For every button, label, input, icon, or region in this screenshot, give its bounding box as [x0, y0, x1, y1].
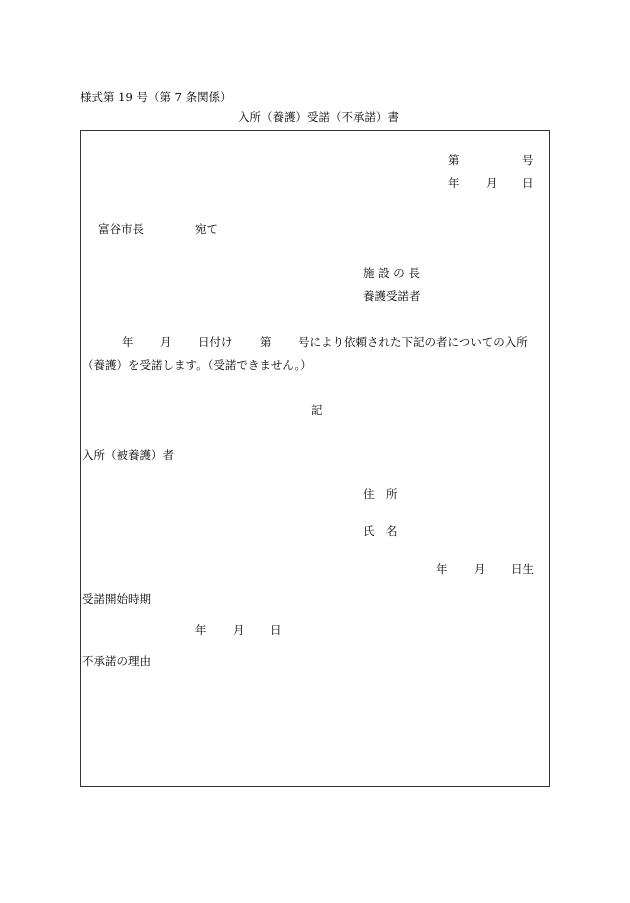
ref-month: 月 [160, 335, 172, 349]
body-line2: （養護）を受諾します。（受諾できません。） [82, 358, 312, 372]
addressee-honorific: 宛て [195, 222, 218, 236]
subject-name-label: 氏 名 [363, 524, 398, 538]
form-title: 入所（養護）受諾（不承諾）書 [238, 110, 399, 124]
acceptor-label: 養護受諾者 [363, 289, 421, 303]
body-line1-rest: 号により依頼された下記の者についての入所 [298, 335, 528, 349]
refusal-heading: 不承諾の理由 [82, 654, 151, 668]
birth-day: 日生 [511, 562, 534, 576]
ki-heading: 記 [311, 403, 323, 417]
ref-year: 年 [122, 335, 134, 349]
addressee-name: 富谷市長 [98, 222, 144, 236]
doc-number-prefix: 第 [448, 153, 460, 167]
form-number: 様式第 19 号（第 7 条関係） [80, 90, 232, 104]
subject-heading: 入所（被養護）者 [82, 448, 174, 462]
birth-year: 年 [436, 562, 448, 576]
start-month: 月 [233, 623, 245, 637]
issue-date-year: 年 [448, 176, 460, 190]
subject-address-label: 住 所 [363, 487, 398, 501]
issue-date-day: 日 [522, 176, 534, 190]
start-day: 日 [270, 623, 282, 637]
start-heading: 受諾開始時期 [82, 592, 151, 606]
doc-number-suffix: 号 [522, 153, 534, 167]
ref-day: 日付け [198, 335, 233, 349]
ref-no-prefix: 第 [260, 335, 272, 349]
issue-date-month: 月 [486, 176, 498, 190]
birth-month: 月 [474, 562, 486, 576]
facility-head-label: 施 設 の 長 [363, 266, 420, 280]
start-year: 年 [195, 623, 207, 637]
